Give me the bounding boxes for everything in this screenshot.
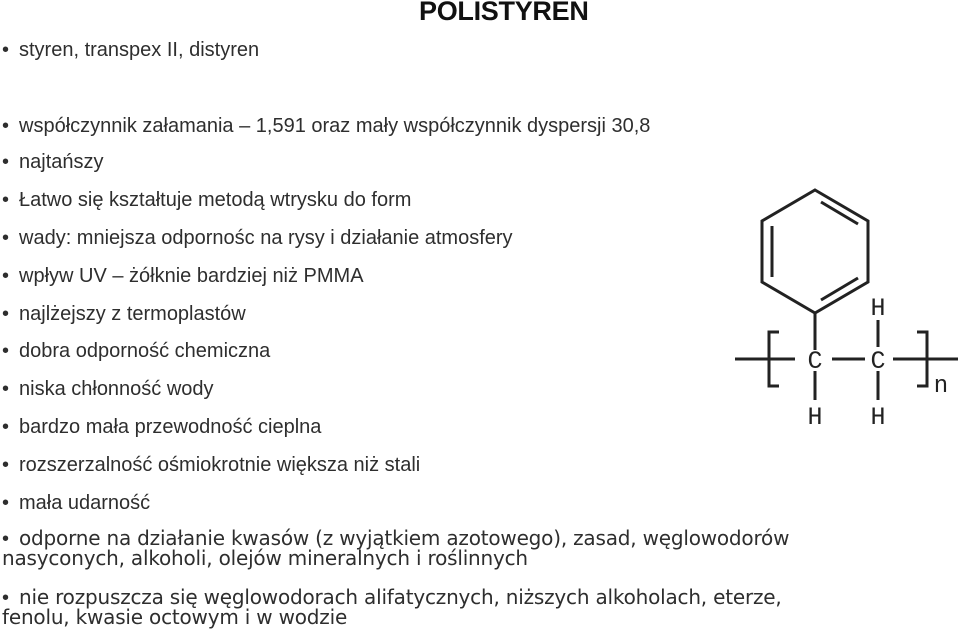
repeat-subscript: n — [933, 373, 949, 400]
list-item-continuation: nasyconych, alkoholi, olejów mineralnych i roślinnych — [2, 546, 528, 570]
hydrogen-atom-top: H — [870, 294, 886, 323]
hydrogen-atom-bottom-right: H — [870, 403, 886, 432]
carbon-atom-1: C — [807, 347, 823, 376]
list-item: • nie rozpuszcza się węglowodorach alifatycznych, niższych alkoholach, eterze, — [2, 585, 782, 609]
list-item: • odporne na działanie kwasów (z wyjątkiem azotowego), zasad, węglowodorów — [2, 526, 790, 550]
list-item: • niska chłonność wody — [2, 378, 214, 400]
list-item: • najlżejszy z termoplastów — [2, 303, 246, 325]
list-item: • dobra odporność chemiczna — [2, 340, 271, 362]
list-item: • rozszerzalność ośmiokrotnie większa niż stali — [2, 454, 421, 476]
list-item: • najtańszy — [2, 151, 104, 173]
carbon-atom-2: C — [870, 347, 886, 376]
list-item: • wpływ UV – żółknie bardziej niż PMMA — [2, 265, 364, 287]
list-item: • styren, transpex II, distyren — [2, 39, 260, 61]
list-item: • mała udarność — [2, 492, 151, 514]
list-item: • bardzo mała przewodność cieplna — [2, 416, 322, 438]
page-title: POLISTYREN — [419, 0, 589, 26]
hydrogen-atom-bottom-left: H — [807, 403, 823, 432]
list-item: • współczynnik załamania – 1,591 oraz mały współczynnik dyspersji 30,8 — [2, 115, 651, 137]
benzene-ring — [762, 190, 868, 313]
list-item: • Łatwo się kształtuje metodą wtrysku do form — [2, 189, 412, 211]
list-item: • wady: mniejsza odpornośc na rysy i działanie atmosfery — [2, 227, 513, 249]
list-item-continuation: fenolu, kwasie octowym i w wodzie — [2, 605, 348, 629]
